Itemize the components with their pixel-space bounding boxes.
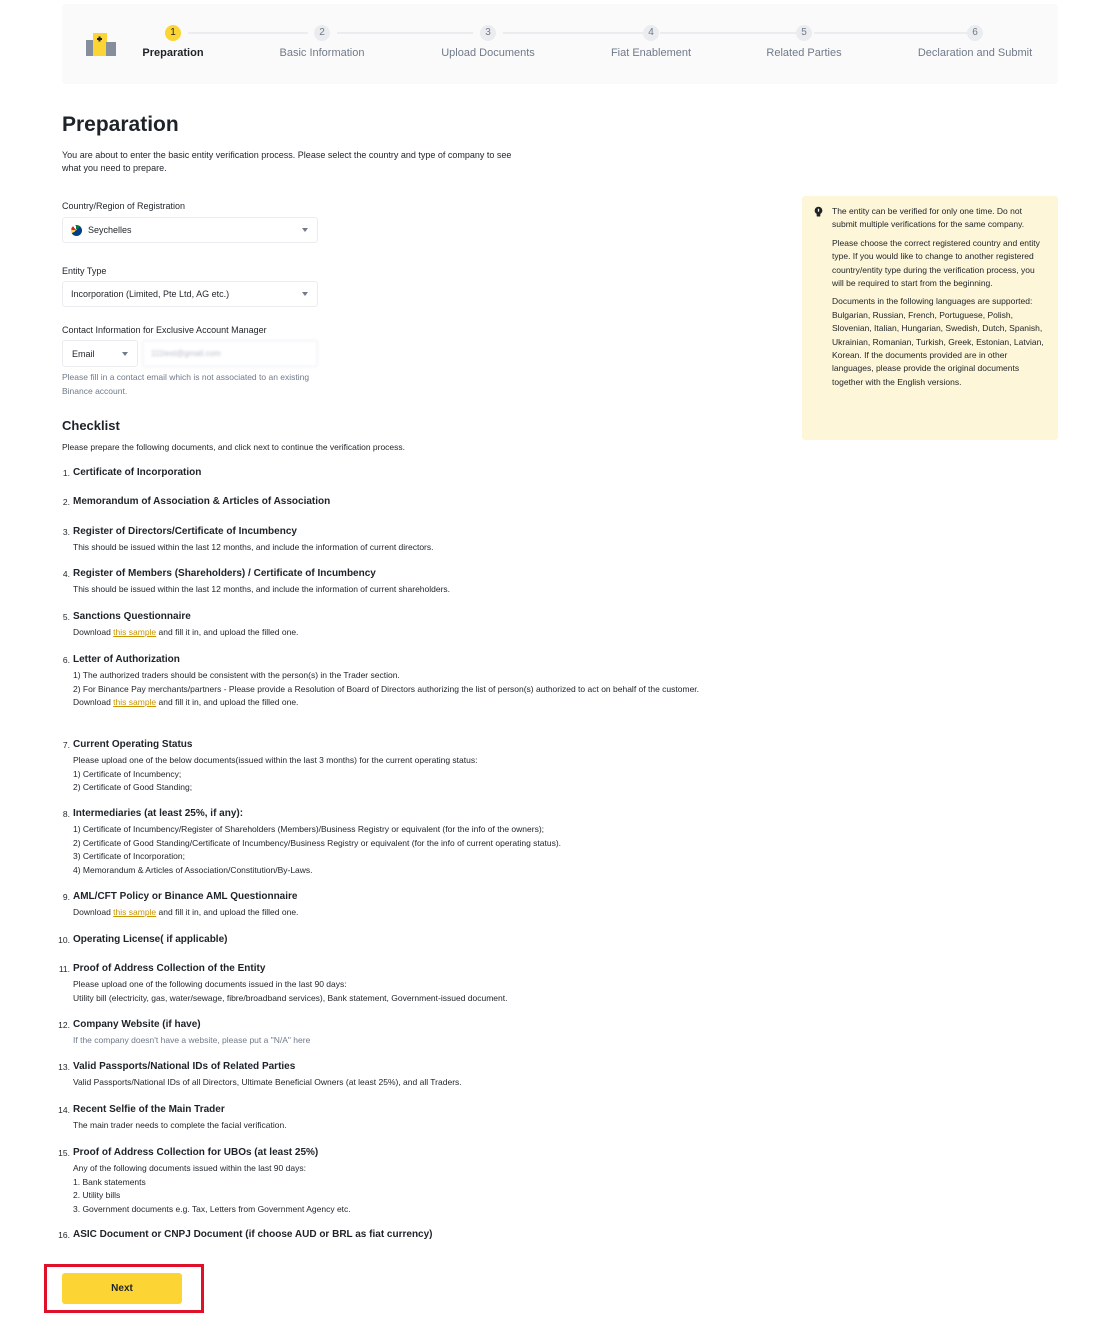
- step-number: 6: [967, 25, 983, 41]
- step-number: 5: [796, 25, 812, 41]
- checklist-item-number: 5.: [62, 612, 70, 622]
- description-line: The main trader needs to complete the facial verification.: [73, 1120, 287, 1130]
- checklist-item-title: [56, 496, 716, 509]
- step-label: Basic Information: [279, 47, 365, 59]
- checklist-item-title-text: Recent Selfie of the Main Trader: [73, 1104, 225, 1115]
- checklist-item-number: 10.: [58, 935, 70, 945]
- checklist-item-title-text: AML/CFT Policy or Binance AML Questionnaire: [73, 891, 298, 902]
- caret-down-icon: [122, 352, 128, 356]
- checklist-item-number: 6.: [62, 655, 70, 665]
- entity-type-select[interactable]: [62, 281, 318, 307]
- checklist-item-number: 14.: [58, 1105, 70, 1115]
- download-suffix: and fill it in, and upload the filled one.: [156, 907, 299, 917]
- checklist-item-description: [56, 1034, 716, 1048]
- checklist-item-description: [56, 541, 716, 555]
- step-label: Related Parties: [766, 47, 842, 59]
- step-label: Upload Documents: [441, 47, 535, 59]
- checklist-item-number: 4.: [62, 569, 70, 579]
- checklist-item-title: [56, 739, 716, 752]
- checklist-item-title: [56, 654, 716, 667]
- description-line: This should be issued within the last 12 months, and include the information of current shareholders.: [73, 584, 451, 594]
- checklist-item: [56, 568, 716, 597]
- contact-type-select[interactable]: [62, 340, 138, 367]
- step-basic-information: [272, 25, 372, 59]
- step-label: Declaration and Submit: [917, 47, 1033, 59]
- next-button[interactable]: Next: [62, 1273, 182, 1304]
- checklist-item: [56, 963, 716, 1005]
- step-number: 2: [314, 25, 330, 41]
- checklist-item-title-text: Company Website (if have): [73, 1019, 201, 1030]
- download-line: [73, 906, 716, 920]
- entity-type-label: Entity Type: [62, 266, 107, 276]
- caret-down-icon: [302, 228, 308, 232]
- description-line: Valid Passports/National IDs of all Directors, Ultimate Beneficial Owners (at least 25%), and all Traders.: [73, 1077, 462, 1087]
- description-line: 1) Certificate of Incumbency;: [73, 768, 182, 779]
- checklist-item-title: [56, 1147, 716, 1160]
- notice-paragraph: Documents in the following languages are supported: Bulgarian, Russian, French, Portuguese, Polish, Slovenian, Italian, Hungarian, Swedish, Dutch, Spanish, Ukrainian, Romanian, Turkish, Greek, Estonian, Latvian, Korean. If the documents provided are in other languages, please provide the original documents together with the English versions.: [832, 296, 1044, 387]
- notice-paragraph: Please choose the correct registered country and entity type. If you would like to change to another registered country/entity type during the verification process, you will be required to start from the beginning.: [832, 237, 1040, 289]
- seychelles-flag-icon: [71, 225, 82, 236]
- checklist-item-title-text: Register of Members (Shareholders) / Certificate of Incumbency: [73, 568, 376, 579]
- checklist-item-description: [56, 1119, 716, 1133]
- checklist-item: [56, 934, 716, 947]
- checklist-item: [56, 611, 716, 640]
- checklist-item-number: 3.: [62, 527, 70, 537]
- notice-panel: [802, 196, 1058, 440]
- step-fiat-enablement: [601, 25, 701, 59]
- checklist-item-title: [56, 568, 716, 581]
- download-prefix: Download: [73, 627, 114, 637]
- checklist-item-number: 12.: [58, 1020, 70, 1030]
- download-suffix: and fill it in, and upload the filled one.: [156, 697, 299, 707]
- checklist-item-title-text: Letter of Authorization: [73, 654, 180, 665]
- download-line: [73, 626, 716, 640]
- description-line: 1. Bank statements: [73, 1176, 146, 1187]
- checklist-item-description: [56, 626, 716, 640]
- country-value: Seychelles: [88, 225, 132, 235]
- step-number: 3: [480, 25, 496, 41]
- entity-type-value: Incorporation (Limited, Pte Ltd, AG etc.): [71, 289, 230, 299]
- checklist-item-description: [56, 978, 716, 1005]
- checklist-item: [56, 496, 716, 509]
- lightbulb-icon: [813, 206, 824, 217]
- caret-down-icon: [302, 292, 308, 296]
- step-preparation: [140, 25, 206, 59]
- contact-type-value: Email: [72, 348, 95, 359]
- checklist-item-title-text: Operating License( if applicable): [73, 934, 228, 945]
- download-suffix: and fill it in, and upload the filled one.: [156, 627, 299, 637]
- description-line: Please upload one of the below documents(issued within the last 3 months) for the current operating status:: [73, 755, 478, 765]
- description-hint: If the company doesn't have a website, please put a "N/A" here: [73, 1035, 311, 1045]
- checklist-item-title: [56, 611, 716, 624]
- description-line: 1) The authorized traders should be consistent with the person(s) in the Trader section.: [73, 670, 400, 680]
- download-prefix: Download: [73, 697, 114, 707]
- checklist-item-description: [56, 754, 716, 795]
- checklist-item-description: [56, 1076, 716, 1090]
- checklist-item: [56, 1147, 716, 1216]
- checklist-item-title-text: Proof of Address Collection for UBOs (at least 25%): [73, 1147, 319, 1158]
- contact-hint: Please fill in a contact email which is not associated to an existing Binance account.: [62, 372, 310, 396]
- contact-label: Contact Information for Exclusive Account Manager: [62, 325, 267, 335]
- checklist-item-number: 15.: [58, 1148, 70, 1158]
- description-line: 3. Government documents e.g. Tax, Letters from Government Agency etc.: [73, 1203, 351, 1214]
- entity-verification-logo-icon: [86, 30, 116, 56]
- checklist-item-title: [56, 934, 716, 947]
- checklist-item-number: 11.: [58, 964, 70, 974]
- description-line: Utility bill (electricity, gas, water/sewage, fibre/broadband services), Bank statement, Government-issued document.: [73, 992, 508, 1003]
- checklist-item-title: [56, 1104, 716, 1117]
- step-number: 4: [643, 25, 659, 41]
- checklist-item: [56, 467, 716, 480]
- checklist-item-description: [56, 669, 716, 710]
- step-label: Fiat Enablement: [610, 47, 692, 59]
- checklist-item: [56, 808, 716, 877]
- download-prefix: Download: [73, 907, 114, 917]
- checklist-item-title: [56, 526, 716, 539]
- checklist-item-title-text: Memorandum of Association & Articles of Association: [73, 496, 331, 507]
- checklist-item-title: [56, 891, 716, 904]
- checklist-item-number: 16.: [58, 1230, 70, 1240]
- checklist-item: [56, 1061, 716, 1090]
- description-line: 2) Certificate of Good Standing;: [73, 782, 193, 792]
- checklist-item-description: [56, 583, 716, 597]
- checklist-item-title-text: Register of Directors/Certificate of Incumbency: [73, 526, 297, 537]
- sample-download-link[interactable]: this sample: [113, 907, 157, 917]
- checklist-item-title: [56, 963, 716, 976]
- checklist-item-title-text: ASIC Document or CNPJ Document (if choose AUD or BRL as fiat currency): [73, 1229, 433, 1240]
- checklist-item-description: [56, 906, 716, 920]
- checklist-description: Please prepare the following documents, and click next to continue the verification process.: [62, 442, 406, 452]
- checklist-item: [56, 1019, 716, 1048]
- sample-download-link[interactable]: this sample: [113, 697, 157, 707]
- page-title: Preparation: [62, 113, 179, 136]
- notice-paragraph: The entity can be verified for only one time. Do not submit multiple verifications for the same company.: [832, 206, 1025, 230]
- checklist-title: Checklist: [62, 418, 120, 433]
- checklist-item: [56, 739, 716, 795]
- intro-text: You are about to enter the basic entity verification process. Please select the country and type of company to see what you need to prepare.: [62, 150, 512, 173]
- step-upload-documents: [438, 25, 538, 59]
- country-select[interactable]: [62, 217, 318, 243]
- checklist-item-number: 1.: [62, 468, 70, 478]
- step-label: Preparation: [142, 47, 204, 59]
- checklist-item: [56, 891, 716, 920]
- checklist-item-title: [56, 808, 716, 821]
- country-label: Country/Region of Registration: [62, 201, 186, 211]
- description-line: 2) For Binance Pay merchants/partners - Please provide a Resolution of Board of Directors authorizing the list of person(s) authorized to act on behalf of the customer.: [73, 683, 700, 694]
- contact-email-input[interactable]: [142, 340, 318, 367]
- checklist-item-title: [56, 1019, 716, 1032]
- checklist-item: [56, 526, 716, 555]
- description-line: Please upload one of the following documents issued in the last 90 days:: [73, 979, 347, 989]
- description-line: 2) Certificate of Good Standing/Certificate of Incumbency/Business Registry or equivalent (for the info of current operating status).: [73, 837, 562, 848]
- checklist-item-title-text: Valid Passports/National IDs of Related Parties: [73, 1061, 296, 1072]
- contact-field-group: [62, 340, 318, 367]
- checklist-item-title-text: Current Operating Status: [73, 739, 193, 750]
- checklist-item-title: [56, 1061, 716, 1074]
- step-declaration-and-submit: [915, 25, 1035, 59]
- checklist-item: [56, 654, 716, 710]
- checklist-item-number: 13.: [58, 1062, 70, 1072]
- description-line: Any of the following documents issued within the last 90 days:: [73, 1163, 306, 1173]
- checklist-item-title-text: Proof of Address Collection of the Entity: [73, 963, 266, 974]
- description-line: 4) Memorandum & Articles of Association/Constitution/By-Laws.: [73, 864, 313, 875]
- checklist-item-title: [56, 1229, 716, 1242]
- description-line: 2. Utility bills: [73, 1190, 121, 1200]
- checklist-item-description: [56, 823, 716, 877]
- checklist-item-number: 9.: [62, 892, 70, 902]
- sample-download-link[interactable]: this sample: [113, 627, 157, 637]
- checklist-item: [56, 1229, 716, 1242]
- checklist-item-number: 7.: [62, 740, 70, 750]
- description-line: 3) Certificate of Incorporation;: [73, 851, 185, 861]
- checklist-item-description: [56, 1162, 716, 1216]
- checklist-item-title-text: Intermediaries (at least 25%, if any):: [73, 808, 244, 819]
- description-line: This should be issued within the last 12 months, and include the information of current directors.: [73, 542, 434, 552]
- step-number: 1: [165, 25, 181, 41]
- checklist-item-number: 8.: [62, 809, 70, 819]
- checklist-item-title: [56, 467, 716, 480]
- checklist-item-title-text: Sanctions Questionnaire: [73, 611, 191, 622]
- checklist-item: [56, 1104, 716, 1133]
- step-related-parties: [754, 25, 854, 59]
- download-line: [73, 696, 716, 710]
- progress-stepper: [62, 4, 1058, 84]
- description-line: 1) Certificate of Incumbency/Register of Shareholders (Members)/Business Registry or equivalent (for the info of the owners);: [73, 824, 545, 834]
- checklist-item-number: 2.: [62, 497, 70, 507]
- checklist-item-title-text: Certificate of Incorporation: [73, 467, 202, 478]
